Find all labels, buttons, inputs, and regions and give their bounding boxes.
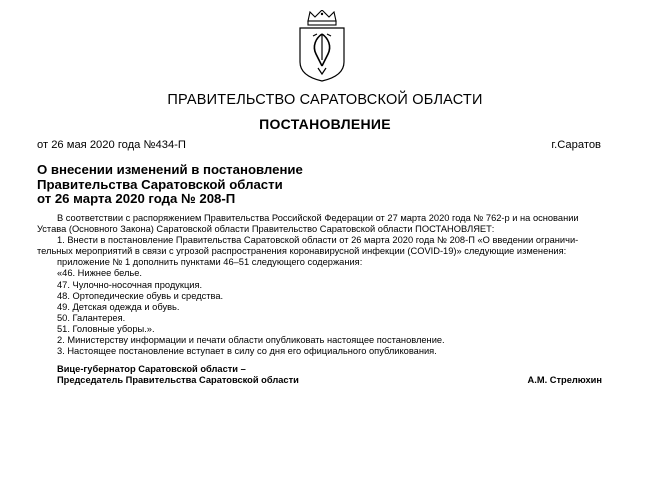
- list-item: 50. Галантерея.: [57, 312, 126, 323]
- list-item: «46. Нижнее белье.: [57, 268, 142, 279]
- title-line: О внесении изменений в постановление: [37, 162, 303, 177]
- item-3: 3. Настоящее постановление вступает в силу со дня его официального опубликования.: [57, 346, 437, 357]
- list-item: 49. Детская одежда и обувь.: [57, 301, 180, 312]
- signatory-position: Председатель Правительства Саратовской области: [57, 375, 299, 386]
- item-2: 2. Министерству информации и печати области опубликовать настоящее постановление.: [57, 335, 445, 346]
- document-title: [37, 163, 537, 207]
- saratov-coat-of-arms-icon: [296, 10, 348, 82]
- document-body: [37, 213, 602, 357]
- preamble-line: В соответствии с распоряжением Правительства Российской Федерации от 27 марта 2020 года № 762-р и на основании: [57, 213, 579, 223]
- signatory-name: А.М. Стрелюхин: [527, 375, 602, 385]
- city: г.Саратов: [551, 139, 601, 151]
- title-line: от 26 марта 2020 года № 208-П: [37, 191, 236, 206]
- list-item: 48. Ортопедические обувь и средства.: [57, 290, 224, 301]
- list-item: 47. Чулочно-носочная продукция.: [57, 279, 203, 290]
- item-1-line: приложение № 1 дополнить пунктами 46–51 следующего содержания:: [57, 257, 363, 268]
- title-line: Правительства Саратовской области: [37, 176, 283, 192]
- signature-block: [57, 364, 602, 386]
- item-1-line: тельных мероприятий в связи с угрозой распространения коронавирусной инфекции (COVID-19)» следующие изменения:: [37, 246, 567, 257]
- issuing-authority: ПРАВИТЕЛЬСТВО САРАТОВСКОЙ ОБЛАСТИ: [167, 92, 483, 108]
- list-item: 51. Головные уборы.».: [57, 323, 155, 334]
- signatory-position: Вице-губернатор Саратовской области –: [57, 364, 246, 374]
- item-1-line: 1. Внести в постановление Правительства Саратовской области от 26 марта 2020 года № 208-П «О введении ограничи-: [57, 235, 579, 246]
- preamble-line: Устава (Основного Закона) Саратовской области Правительство Саратовской области ПОСТАНОВЛЯЕТ:: [37, 224, 495, 235]
- date-and-number: от 26 мая 2020 года №434-П: [37, 139, 186, 151]
- document-type: ПОСТАНОВЛЕНИЕ: [259, 116, 391, 132]
